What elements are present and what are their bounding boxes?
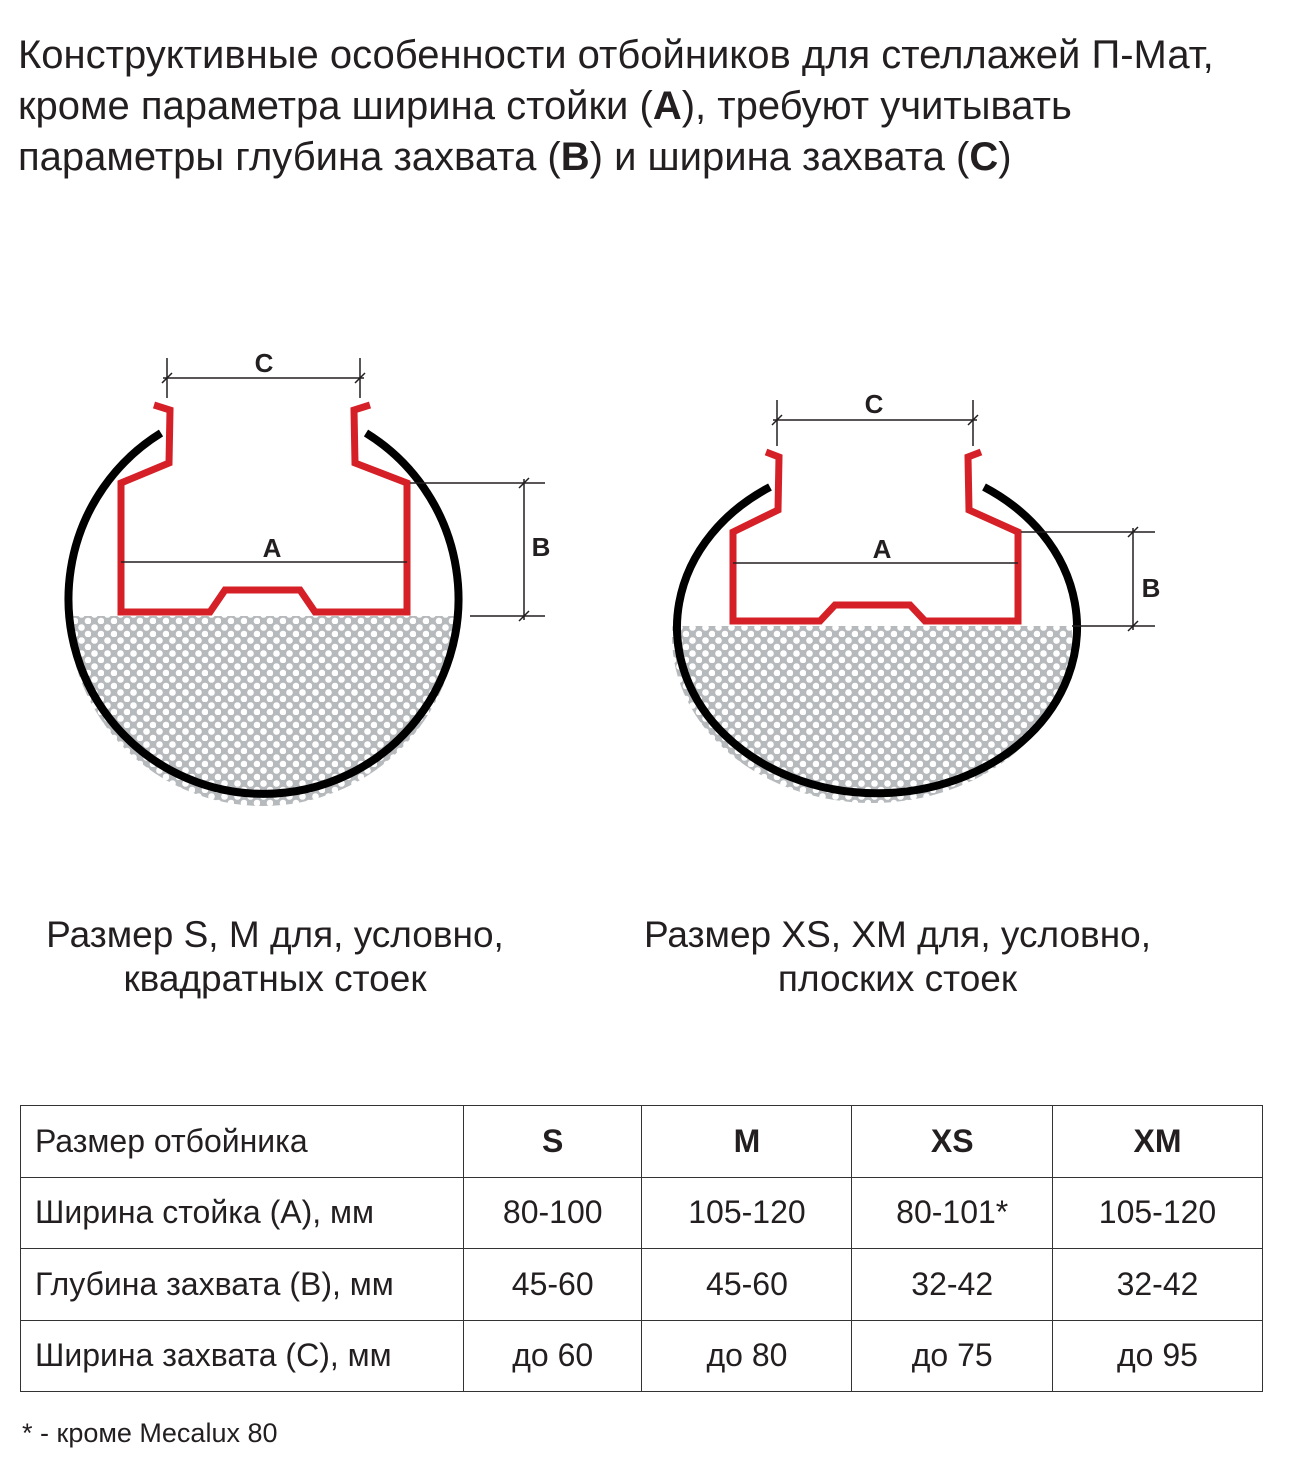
table-row [21,1249,1263,1321]
table-cell: 105-120 [642,1177,852,1249]
right-mesh-fill [670,626,1080,806]
table-cell: 80-100 [464,1177,642,1249]
caption-flat-posts: Размер XS, XM для, условно, плоских стоек [643,914,1152,999]
table-cell: до 95 [1052,1320,1262,1392]
table-cell: 45-60 [642,1249,852,1321]
table-header-size: XS [852,1106,1053,1178]
table-cell: до 60 [464,1320,642,1392]
diagram-square-posts [60,348,550,816]
left-label-c: C [254,348,274,378]
caption-square-posts: Размер S, M для, условно, квадратных стоек [46,914,504,999]
right-label-a: A [872,534,892,564]
table-cell: 32-42 [1052,1249,1262,1321]
table-row [21,1177,1263,1249]
param-c-letter: C [969,135,999,179]
table-header-size: M [642,1106,852,1178]
table-cell: 105-120 [1052,1177,1262,1249]
table-header-label: Размер отбойника [21,1106,464,1178]
table-row [21,1320,1263,1392]
row-label: Глубина захвата (В), мм [21,1249,464,1321]
page-title: Конструктивные особенности отбойников для стеллажей П-Мат, кроме параметра ширина стойки (A), требуют учитывать параметры глубина захвата (B) и ширина захвата (C) [18,33,1214,179]
right-label-c: C [864,389,884,419]
table-header-size: S [464,1106,642,1178]
size-table [20,1105,1263,1392]
footnote: * - кроме Mecalux 80 [22,1418,278,1448]
table-cell: 45-60 [464,1249,642,1321]
table-cell: 32-42 [852,1249,1053,1321]
left-label-b: B [531,532,551,562]
param-a-letter: A [652,84,682,128]
table-cell: до 80 [642,1320,852,1392]
table-header-row [21,1106,1263,1178]
row-label: Ширина захвата (С), мм [21,1320,464,1392]
param-b-letter: B [560,135,590,179]
table-header-size: XM [1052,1106,1262,1178]
left-mesh-fill [60,616,470,816]
diagram-flat-posts [670,389,1160,806]
left-label-a: A [262,533,282,563]
left-post-profile [121,405,407,612]
table-cell: до 75 [852,1320,1053,1392]
row-label: Ширина стойка (А), мм [21,1177,464,1249]
right-label-b: B [1141,573,1161,603]
right-dimension-b [1021,527,1155,631]
table-cell: 80-101* [852,1177,1053,1249]
